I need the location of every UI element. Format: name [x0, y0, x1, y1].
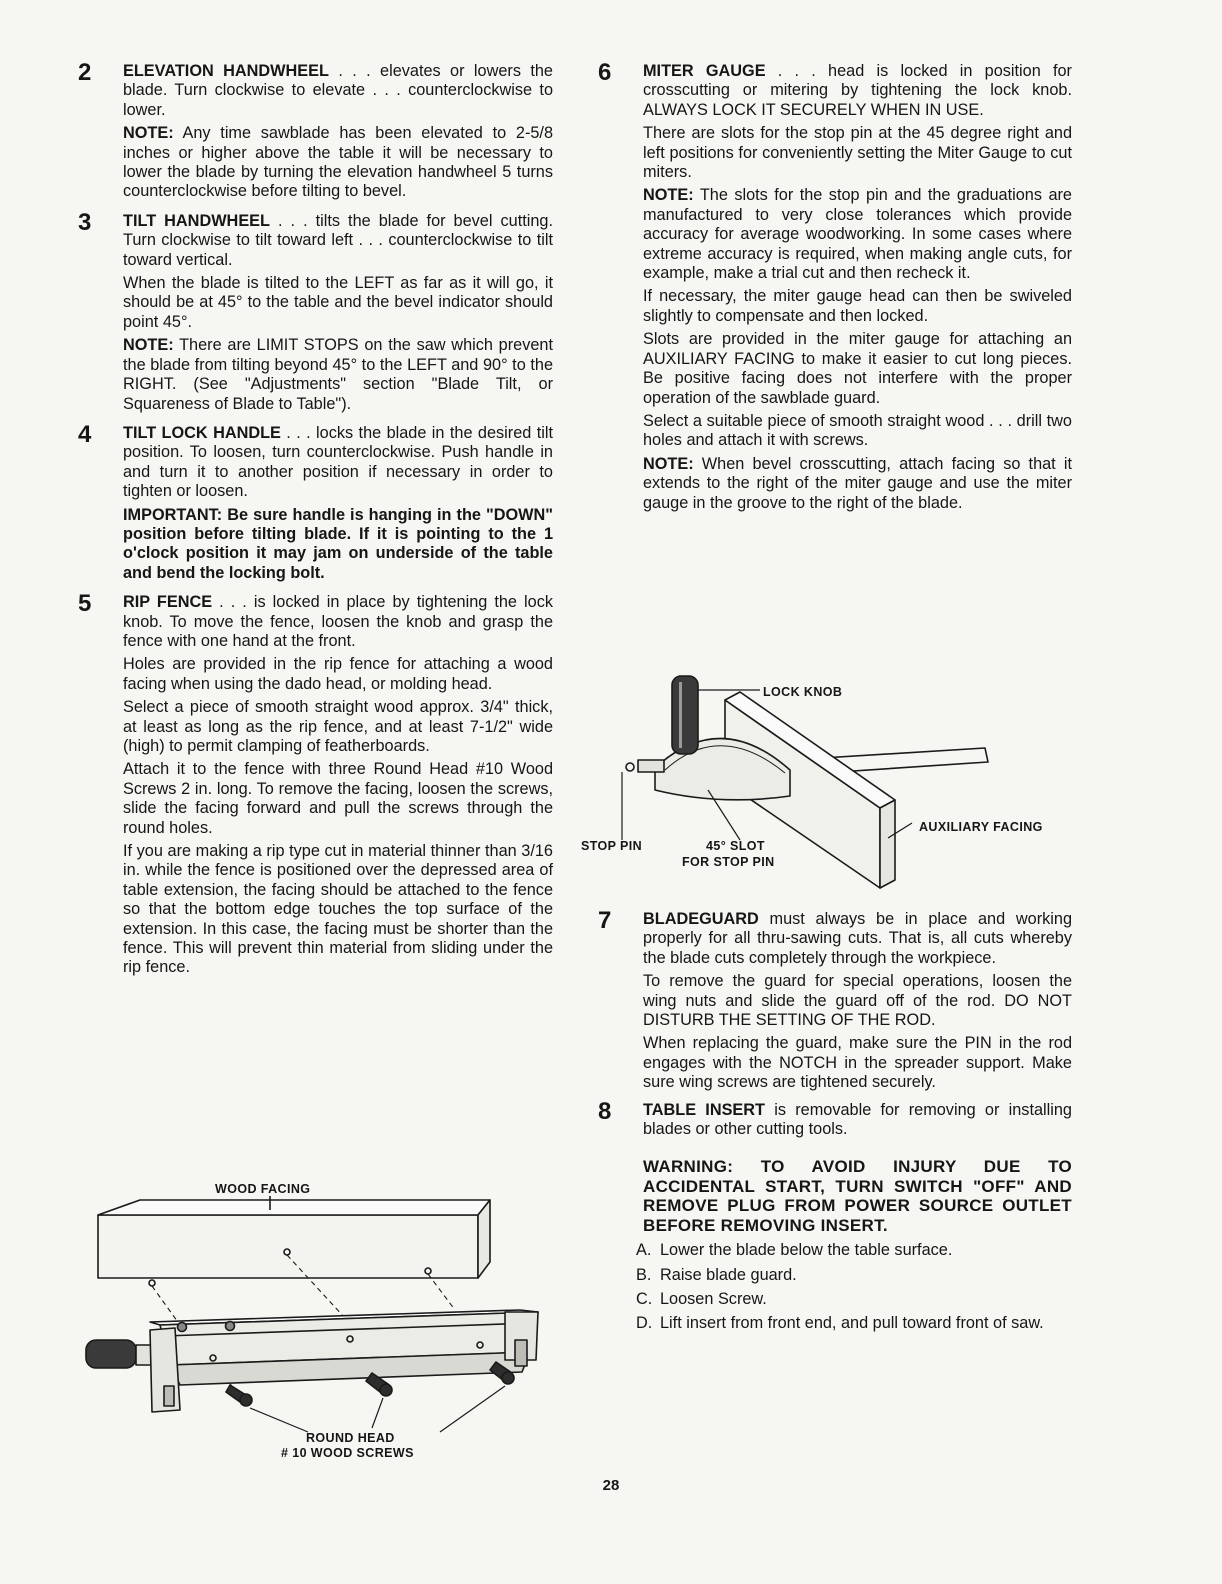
stop-pin-label: STOP PIN	[581, 839, 643, 853]
section-number: 3	[78, 208, 92, 236]
paragraph: RIP FENCE . . . is locked in place by tightening the lock knob. To move the fence, loosen the knob and grasp the fence with one hand at the front.	[123, 593, 553, 650]
section-number: 2	[78, 59, 92, 86]
note-paragraph: NOTE: There are LIMIT STOPS on the saw which prevent the blade from tilting beyond 45° to the LEFT and 90° to the RIGHT. (See "Adjustments" section "Blade Tilt, or Squareness of Blade to Table").	[123, 336, 553, 413]
paragraph: BLADEGUARD must always be in place and working properly for all thru-sawing cuts. That is, all cuts whereby the blade cuts completely through the workpiece.	[643, 910, 1072, 967]
note-paragraph: NOTE: When bevel crosscutting, attach facing so that it extends to the right of the miter gauge and use the miter gauge in the groove to the right of the blade.	[643, 454, 1072, 512]
section-bladeguard	[598, 907, 1072, 1093]
keyword: TILT LOCK HANDLE	[123, 423, 281, 442]
paragraph: There are slots for the stop pin at the 45 degree right and left positions for conveniently setting the Miter Gauge to cut miters.	[643, 124, 1072, 182]
page-number: 28	[602, 1477, 620, 1494]
step-item	[636, 1314, 1072, 1333]
paragraph: Select a piece of smooth straight wood approx. 3/4" thick, at least as long as the rip fence, and at least 7-1/2" wide (high) to permit clamping of featherboards.	[123, 698, 553, 755]
note-paragraph: NOTE: The slots for the stop pin and the graduations are manufactured to very close tolerances which provide accuracy for average woodworking. In some cases where extreme accuracy is required, when making angle cuts, for example, make a trial cut and then recheck it.	[643, 186, 1072, 283]
section-number: 8	[598, 1097, 612, 1125]
paragraph: TABLE INSERT is removable for removing or installing blades or other cutting tools.	[643, 1100, 1072, 1139]
slot-label-2: FOR STOP PIN	[682, 855, 775, 869]
wood-facing-label: WOOD FACING	[215, 1182, 311, 1196]
step-item	[636, 1266, 1072, 1285]
step-letter: B.	[636, 1265, 652, 1284]
paragraph: When replacing the guard, make sure the PIN in the rod engages with the NOTCH in the spreader support. Make sure wing screws are tightened securely.	[643, 1034, 1072, 1092]
section-table-insert	[598, 1097, 1072, 1235]
paragraph: If necessary, the miter gauge head can then be swiveled slightly to compensate and then locked.	[643, 287, 1072, 325]
important-paragraph: IMPORTANT: Be sure handle is hanging in the "DOWN" position before tilting blade. If it is pointing to the 1 o'clock position it may jam on underside of the table and bend the locking bolt.	[123, 505, 553, 582]
paragraph: TILT LOCK HANDLE . . . locks the blade in the desired tilt position. To loosen, turn counterclockwise. Push handle in and turn it to another position if necessary in order to tighten or loosen.	[123, 423, 553, 501]
step-text: Raise blade guard.	[660, 1265, 797, 1284]
note-label: NOTE:	[643, 186, 694, 205]
right-column-lower	[598, 907, 1072, 1339]
keyword: ELEVATION HANDWHEEL	[123, 62, 329, 80]
paragraph: Slots are provided in the miter gauge for attaching an AUXILIARY FACING to make it easier to cut long pieces. Be positive facing does not interfere with the proper operation of the sawblade guard.	[643, 330, 1072, 407]
keyword: MITER GAUGE	[643, 62, 766, 80]
lock-knob-label: LOCK KNOB	[763, 685, 843, 699]
step-letter: C.	[636, 1289, 653, 1308]
paragraph: Holes are provided in the rip fence for attaching a wood facing when using the dado head, or molding head.	[123, 655, 553, 693]
note-paragraph: NOTE: Any time sawblade has been elevated to 2-5/8 inches or higher above the table it will be necessary to lower the blade by turning the elevation handwheel 5 turns counterclockwise before tilting to bevel.	[123, 124, 553, 201]
step-text: Loosen Screw.	[660, 1289, 767, 1308]
paragraph: To remove the guard for special operations, loosen the wing nuts and slide the guard off of the rod. DO NOT DISTURB THE SETTING OF THE ROD.	[643, 972, 1072, 1030]
paragraph: TILT HANDWHEEL . . . tilts the blade for bevel cutting. Turn clockwise to tilt toward left . . . counterclockwise to tilt toward vertical.	[123, 211, 553, 269]
insert-steps	[636, 1241, 1072, 1334]
keyword: BLADEGUARD	[643, 910, 759, 928]
round-head-label: ROUND HEAD	[306, 1431, 395, 1445]
section-number: 6	[598, 59, 612, 86]
paragraph: If you are making a rip type cut in material thinner than 3/16 in. while the fence is positioned over the depressed area of table extension, the facing should be attached to the fence so that the bottom edge touches the top surface of the extension. In this case, the facing must be shorter than the fence. This will prevent thin material from sliding under the rip fence.	[123, 842, 553, 977]
step-item	[636, 1290, 1072, 1309]
step-letter: A.	[636, 1241, 652, 1260]
warning-paragraph: WARNING: TO AVOID INJURY DUE TO ACCIDENTAL START, TURN SWITCH "OFF" AND REMOVE PLUG FROM POWER SOURCE OUTLET BEFORE REMOVING INSERT.	[643, 1157, 1072, 1235]
section-number: 7	[598, 907, 612, 934]
stop-pin	[638, 760, 664, 772]
note-label: NOTE:	[643, 454, 694, 473]
paragraph: Select a suitable piece of smooth straight wood . . . drill two holes and attach it with screws.	[643, 411, 1072, 450]
miter-lock-knob	[672, 676, 698, 754]
step-text: Lower the blade below the table surface.	[660, 1241, 953, 1260]
note-label: NOTE:	[123, 336, 174, 355]
note-label: NOTE:	[123, 124, 174, 143]
keyword: RIP FENCE	[123, 593, 213, 612]
paragraph: When the blade is tilted to the LEFT as far as it will go, it should be at 45° to the table and the bevel indicator should point 45°.	[123, 274, 553, 331]
step-item	[636, 1241, 1072, 1260]
keyword: TILT HANDWHEEL	[123, 211, 270, 230]
paragraph: Attach it to the fence with three Round Head #10 Wood Screws 2 in. long. To remove the facing, loosen the screws, slide the facing forward and pull the screws through the round holes.	[123, 760, 553, 837]
slot-label-1: 45° SLOT	[706, 839, 765, 853]
keyword: TABLE INSERT	[643, 1100, 765, 1119]
section-number: 5	[78, 590, 92, 618]
step-letter: D.	[636, 1314, 653, 1333]
paragraph: MITER GAUGE . . . head is locked in position for crosscutting or mitering by tightening the lock knob. ALWAYS LOCK IT SECURELY WHEN IN USE.	[643, 62, 1072, 119]
wood-screws-label: # 10 WOOD SCREWS	[281, 1446, 414, 1460]
section-number: 4	[78, 420, 92, 448]
auxiliary-facing-label: AUXILIARY FACING	[919, 820, 1043, 834]
paragraph: ELEVATION HANDWHEEL . . . elevates or lowers the blade. Turn clockwise to elevate . . . counterclockwise to lower.	[123, 62, 553, 119]
step-text: Lift insert from front end, and pull toward front of saw.	[660, 1314, 1044, 1333]
